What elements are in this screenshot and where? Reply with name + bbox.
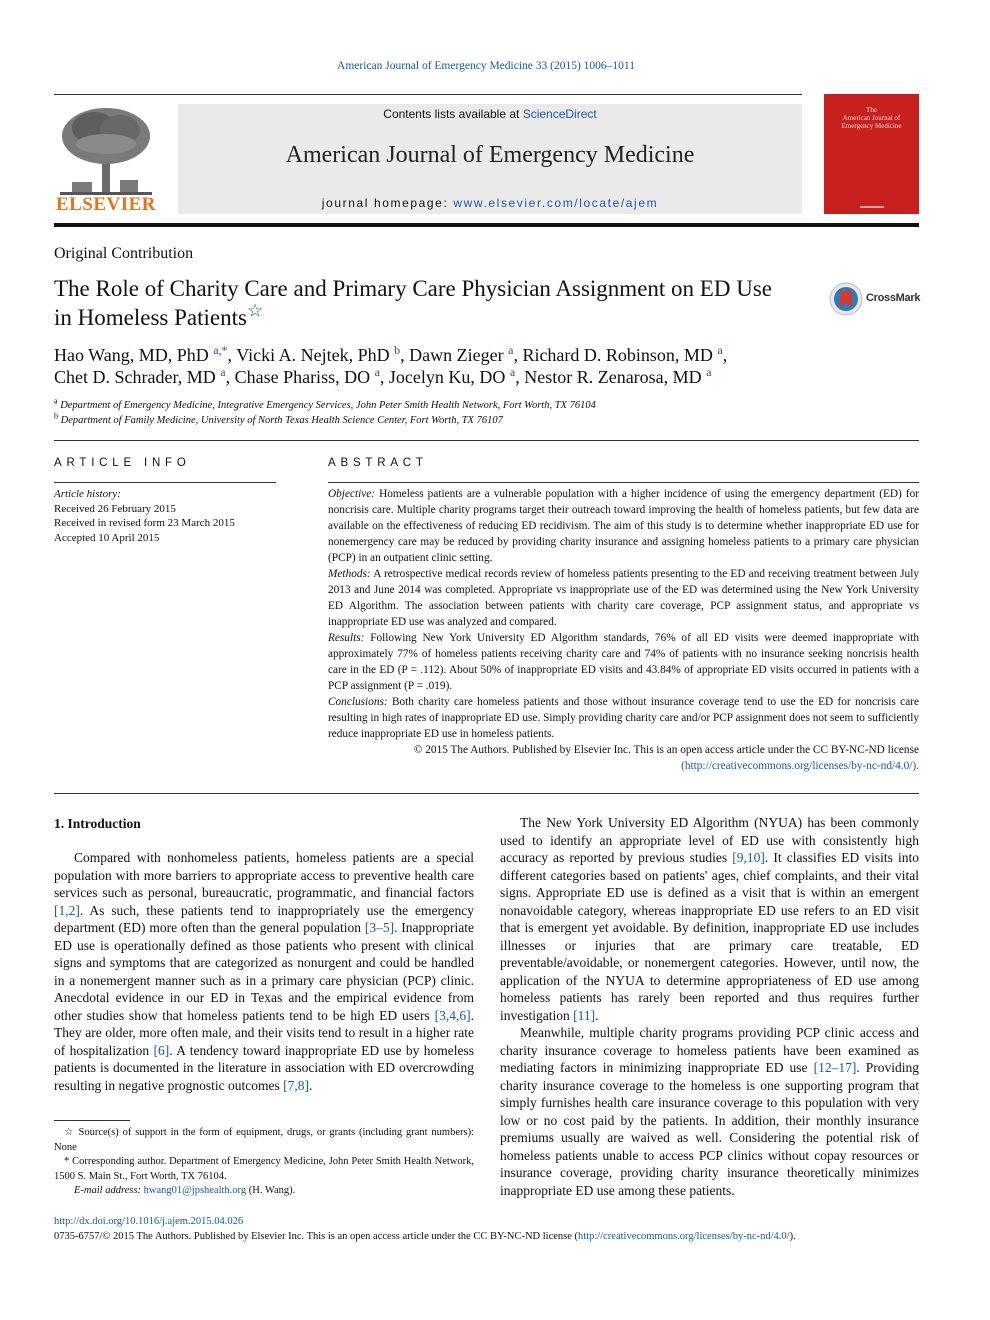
author-affiliation-marker[interactable]: a (509, 365, 516, 379)
author-name: Dawn Zieger (409, 345, 509, 365)
abstract-rule (328, 482, 919, 483)
paragraph (54, 849, 474, 1094)
author-separator: , (722, 345, 728, 365)
conclusions-label: Conclusions: (328, 696, 388, 708)
license-link[interactable]: (http://creativecommons.org/licenses/by-nc-nd/4.0/). (681, 760, 919, 772)
reference-link[interactable]: [12–17] (813, 1060, 857, 1075)
abstract-objective (328, 486, 919, 566)
author-affiliation-marker[interactable]: a (717, 343, 723, 357)
article-title (54, 274, 794, 332)
author-name: Hao Wang, MD, PhD (54, 345, 214, 365)
issn-suffix: ). (789, 1231, 796, 1242)
reference-link[interactable]: [7,8] (283, 1077, 309, 1093)
author-affiliation-marker[interactable]: a (706, 365, 712, 379)
author-affiliation-marker[interactable]: a (508, 343, 514, 357)
reference-link[interactable]: [3,4,6] (434, 1007, 471, 1023)
footnote-funding-text: Source(s) of support in the form of equipment, drugs, or grants (including grant numbers): None (54, 1127, 474, 1153)
paragraph (500, 1024, 919, 1199)
objective-text: Homeless patients are a vulnerable population with a higher incidence of using the emergency department (ED) for noncrisis care. Multiple charity programs target their outreach toward improving the health of homeless patients, but few data are available on the effectiveness of reducing ED recidivism. The aim of this study is to determine whether inappropriate ED use for nonemergency care may be reduced by providing charity insurance and assigning homeless patients to a primary care physician (PCP) in an outpatient clinic setting. (328, 488, 919, 564)
abstract-heading: ABSTRACT (328, 457, 428, 469)
footnotes (54, 1126, 474, 1199)
results-text: Following New York University ED Algorithm standards, 76% of all ED visits were deemed inappropriate with approximately 77% of homeless patients receiving charity care and 74% of patients with no insurance seeking noncrisis health care in the ED (P = .112). About 50% of inappropriate ED visits and 43.84% of appropriate ED visits occurred in patients with a PCP assignment (P = .019). (328, 632, 919, 692)
crossmark-icon (829, 282, 863, 316)
footnote-asterisk: * (64, 1156, 70, 1167)
footnote-star-mark: ☆ (64, 1127, 75, 1138)
author-separator: , (225, 367, 235, 387)
paragraph (500, 814, 919, 1024)
conclusions-text: Both charity care homeless patients and those without insurance coverage tend to use the ED for noncrisis care resulting in high rates of inappropriate ED use. Simply providing charity care and/or PCP assignment does not seem to sufficiently reduce inappropriate ED use in homeless patients. (328, 696, 919, 740)
paragraph-text: . They are older, more often male, and their visits tend to result in a higher rate of hospitalization (54, 1007, 474, 1058)
affiliation-text: Department of Family Medicine, University of North Texas Health Science Center, Fort Worth, TX 76107 (58, 415, 503, 426)
author-list (54, 344, 924, 388)
footer-license-link[interactable]: http://creativecommons.org/licenses/by-nc-nd/4.0/ (578, 1231, 790, 1242)
author-separator: , (515, 367, 525, 387)
body-right-column (500, 814, 919, 1199)
footnote-rule (54, 1120, 130, 1121)
journal-citation[interactable]: American Journal of Emergency Medicine 33 (2015) 1006–1011 (337, 60, 635, 72)
author-name: Nestor R. Zenarosa, MD (524, 367, 707, 387)
elsevier-tree-icon (54, 104, 158, 196)
cover-title-line: The (866, 106, 877, 114)
history-accepted: Accepted 10 April 2015 (54, 531, 160, 544)
paragraph-text: . Inappropriate ED use is operationally defined as those patients who present with clinical signs and symptoms that are categorized as nonurgent and could be handled in a nonemergent manner such as in a primary care physician (PCP) clinic. Anecdotal evidence in our ED in Texas and the empirical evidence from other studies show that homeless patients tend to be high ED users (54, 920, 475, 1023)
reference-link[interactable]: [11] (573, 1007, 596, 1023)
affiliation-item (54, 398, 924, 413)
abstract-license-line (328, 758, 919, 774)
history-received: Received 26 February 2015 (54, 502, 176, 515)
author-name: Jocelyn Ku, DO (388, 367, 510, 387)
article-history (54, 487, 284, 545)
journal-cover (824, 94, 919, 214)
abstract-results (328, 630, 919, 694)
issn-text: 0735-6757/© 2015 The Authors. Published by Elsevier Inc. This is an open access article under the CC BY-NC-ND license ( (54, 1231, 579, 1242)
results-label: Results: (328, 632, 365, 644)
header-thick-divider (54, 223, 919, 227)
reference-link[interactable]: [6] (153, 1042, 170, 1058)
author-affiliation-marker[interactable]: a,* (213, 343, 228, 357)
author-name: Chase Phariss, DO (234, 367, 375, 387)
author-name: Richard D. Robinson, MD (522, 345, 718, 365)
top-divider (54, 94, 802, 95)
reference-link[interactable]: [3–5] (364, 920, 395, 935)
footnote-email (54, 1184, 474, 1199)
paragraph-text: . A tendency toward inappropriate ED use by homeless patients is documented in the literature in association with ED overcrowding resulting in negative prognostic outcomes (54, 1042, 474, 1093)
author-separator: , (513, 345, 523, 365)
email-label: E-mail address: (74, 1185, 141, 1196)
paragraph-text: . (308, 1077, 313, 1093)
reference-link[interactable]: [9,10] (732, 850, 765, 865)
homepage-link[interactable]: www.elsevier.com/locate/ajem (453, 196, 659, 210)
author-affiliation-marker[interactable]: a (220, 365, 226, 379)
journal-banner (178, 104, 802, 214)
abstract-conclusions (328, 694, 919, 742)
affiliations (54, 398, 924, 428)
body-divider (54, 793, 919, 794)
cover-title-line: Emergency Medicine (841, 122, 902, 130)
footnote-corresponding (54, 1155, 474, 1184)
crossmark-label: CrossMark (866, 292, 921, 304)
section-label: Original Contribution (54, 245, 194, 262)
methods-text: A retrospective medical records review of homeless patients presenting to the ED and receiving treatment between July 2013 and June 2014 was completed. Appropriate vs inappropriate use of the ED was determined using the New York University ED Algorithm. The association between patients with charity care coverage, PCP assignment status, and appropriate vs inappropriate ED use was analyzed and compared. (328, 568, 919, 628)
author-separator: , (227, 345, 237, 365)
title-footnote-star[interactable]: ☆ (246, 300, 264, 321)
reference-link[interactable]: [1,2] (54, 902, 80, 918)
cover-title (824, 106, 919, 130)
elsevier-wordmark: ELSEVIER (55, 194, 157, 215)
methods-label: Methods: (328, 568, 371, 580)
email-link[interactable]: hwang01@jpshealth.org (143, 1185, 247, 1196)
author-affiliation-marker[interactable]: b (394, 343, 401, 357)
doi-link[interactable]: http://dx.doi.org/10.1016/j.ajem.2015.04.026 (54, 1216, 244, 1227)
issn-line (54, 1229, 934, 1244)
affiliation-label: b (54, 411, 58, 421)
article-title-text: The Role of Charity Care and Primary Care Physician Assignment on ED Use in Homeless Patients (54, 276, 772, 330)
body-left-column (54, 849, 474, 1094)
author-separator: , (400, 345, 410, 365)
author-separator: , (379, 367, 389, 387)
author-affiliation-marker[interactable]: a (374, 365, 380, 379)
footnote-funding (54, 1126, 474, 1155)
affiliation-item (54, 413, 924, 428)
abstract-body (328, 486, 919, 774)
cover-footer-mark (824, 206, 919, 208)
article-info-rule (54, 482, 276, 483)
sciencedirect-link[interactable]: ScienceDirect (522, 107, 597, 121)
homepage-prefix: journal homepage: (321, 196, 454, 210)
paragraph-text: . As such, these patients tend to inappropriately use the emergency department (ED) more often than the general population (54, 902, 474, 935)
journal-name: American Journal of Emergency Medicine (285, 142, 695, 168)
paragraph-text: . It classifies ED visits into different categories based on patients' ages, chief complaints, and their vital signs. Appropriate ED use is defined as a visit that is within an emergent nonavoidable category, whereas inappropriate ED use refers to an ED visit that is emergent yet avoidable. By definition, inappropriate ED use includes illnesses or injuries that are primary care treatable, ED preventable/avoidable, or nonemergent categories. However, until now, the application of the NYUA to determine appropriateness of ED use among homeless patients has rarely been reported and thus requires further investigation (500, 850, 919, 1023)
paragraph-text: Meanwhile, multiple charity programs providing PCP clinic access and charity insurance coverage to homeless patients have been examined as mediating factors in minimizing inappropriate ED use (500, 1025, 919, 1075)
paragraph-text: . Providing charity insurance coverage to the homeless is one supporting program that simply furnishes health care insurance coverage to this population with very low or no cost paid by the patients. In addition, their monthly insurance premiums usually are waived as well. Considering the potential risk of homeless patients unable to access PCP clinics without copay resources or insurance coverage, providing charity insurance theoretically minimizes inappropriate ED use among these patients. (500, 1060, 919, 1198)
page-footer (54, 1214, 934, 1244)
crossmark-badge[interactable] (829, 282, 923, 316)
contents-prefix: Contents lists available at (383, 107, 523, 121)
author-name: Chet D. Schrader, MD (54, 367, 221, 387)
abstract-methods (328, 566, 919, 630)
paragraph-text: The New York University ED Algorithm (NYUA) has been commonly used to identify an appropriate level of ED use with consistently high accuracy as reported by previous studies (500, 815, 919, 865)
history-revised: Received in revised form 23 March 2015 (54, 517, 235, 529)
history-label: Article history: (54, 488, 121, 500)
footnote-corresponding-text: Corresponding author. Department of Emergency Medicine, John Peter Smith Health Network, 1500 S. Main St., Fort Worth, TX 76104. (54, 1156, 474, 1182)
article-info-heading: ARTICLE INFO (54, 457, 191, 469)
objective-label: Objective: (328, 488, 376, 500)
affiliation-text: Department of Emergency Medicine, Integrative Emergency Services, John Peter Smith Health Network, Fort Worth, TX 76104 (57, 400, 596, 411)
email-suffix: (H. Wang). (246, 1185, 296, 1196)
elsevier-logo (54, 104, 158, 216)
info-divider (54, 440, 919, 441)
section-heading-introduction: 1. Introduction (54, 816, 141, 831)
paragraph-text: Compared with nonhomeless patients, homeless patients are a special population with more barriers to appropriate access to preventive health care services such as personal, bureaucratic, programmatic, and financial factors (54, 850, 474, 900)
affiliation-label: a (54, 396, 58, 406)
homepage-line (178, 196, 802, 210)
paragraph-text: . (595, 1007, 599, 1023)
abstract-copyright: © 2015 The Authors. Published by Elsevier Inc. This is an open access article under the CC BY-NC-ND license (413, 744, 919, 756)
contents-line (178, 107, 802, 121)
author-name: Vicki A. Nejtek, PhD (236, 345, 395, 365)
cover-title-line: American Journal of (842, 114, 901, 122)
